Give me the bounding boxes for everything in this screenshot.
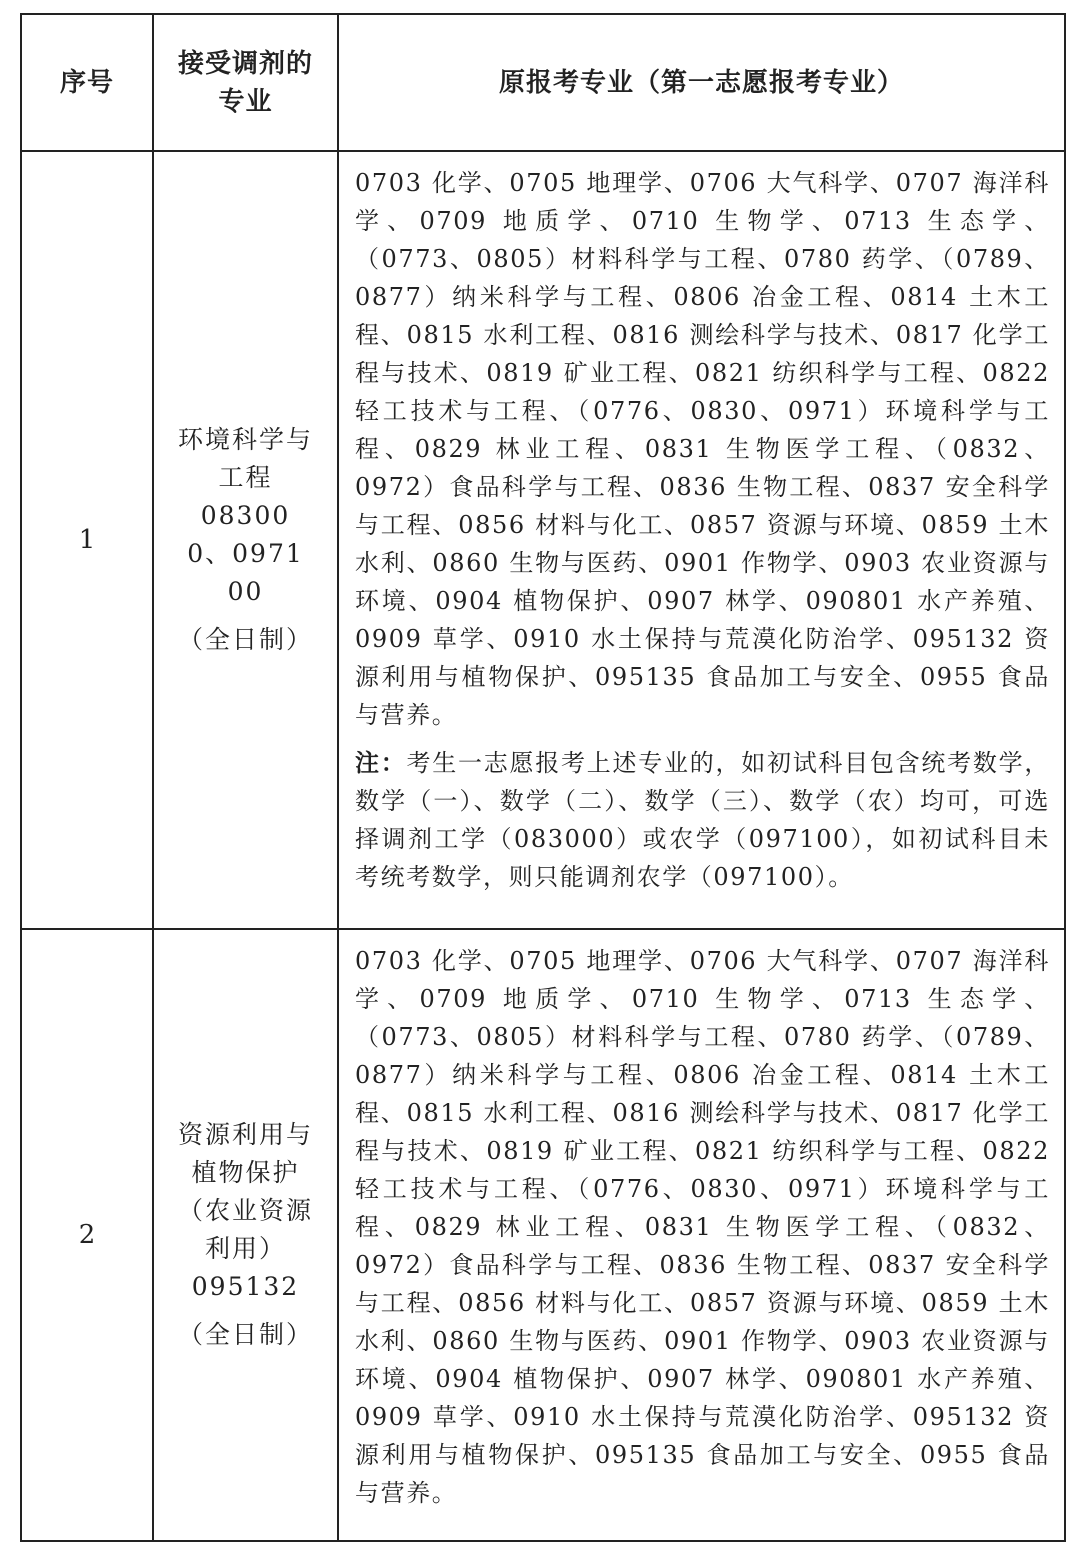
table-row xyxy=(21,151,1065,929)
table-row xyxy=(21,929,1065,1541)
header-serial-number: 序号 xyxy=(21,14,153,151)
note-text: 考生一志愿报考上述专业的，如初试科目包含统考数学，数学（一）、数学（二）、数学（三）、数学（农）均可，可选择调剂工学（083000）或农学（097100），如初试科目未考统考数学，则只能调剂农学（097100）。 xyxy=(355,749,1051,891)
original-major-list: 0703 化学、0705 地理学、0706 大气科学、0707 海洋科学、0709 地质学、0710 生物学、0713 生态学、（0773、0805）材料科学与工程、0780 药学、（0789、0877）纳米科学与工程、0806 冶金工程、0814 土木工程、0815 水利工程、0816 测绘科学与技术、0817 化学工程与技术、0819 矿业工程、0821 纺织科学与工程、0822 轻工技术与工程、（0776、0830、0971）环境科学与工程、0829 林业工程、0831 生物医学工程、（0832、0972）食品科学与工程、0836 生物工程、0837 安全科学与工程、0856 材料与化工、0857 资源与环境、0859 土木水利、0860 生物与医药、0901 作物学、0903 农业资源与环境、0904 植物保护、0907 林学、090801 水产养殖、0909 草学、0910 水土保持与荒漠化防治学、095132 资源利用与植物保护、095135 食品加工与安全、0955 食品与营养。 xyxy=(355,169,1050,729)
major-code: 095132 xyxy=(191,1272,300,1301)
accepted-major-cell xyxy=(153,151,338,929)
study-mode: （全日制） xyxy=(177,625,313,654)
study-mode: （全日制） xyxy=(177,1320,313,1349)
major-name: 资源利用与植物保护（农业资源利用） xyxy=(177,1120,313,1263)
header-accepted-major xyxy=(153,14,338,151)
original-major-cell xyxy=(338,929,1065,1541)
accepted-major-cell xyxy=(153,929,338,1541)
major-code: 083000、097100 xyxy=(187,501,304,606)
row-serial-number: 2 xyxy=(21,929,153,1541)
header-row xyxy=(21,14,1065,151)
original-major-list: 0703 化学、0705 地理学、0706 大气科学、0707 海洋科学、0709 地质学、0710 生物学、0713 生态学、（0773、0805）材料科学与工程、0780 药学、（0789、0877）纳米科学与工程、0806 冶金工程、0814 土木工程、0815 水利工程、0816 测绘科学与技术、0817 化学工程与技术、0819 矿业工程、0821 纺织科学与工程、0822 轻工技术与工程、（0776、0830、0971）环境科学与工程、0829 林业工程、0831 生物医学工程、（0832、0972）食品科学与工程、0836 生物工程、0837 安全科学与工程、0856 材料与化工、0857 资源与环境、0859 土木水利、0860 生物与医药、0901 作物学、0903 农业资源与环境、0904 植物保护、0907 林学、090801 水产养殖、0909 草学、0910 水土保持与荒漠化防治学、095132 资源利用与植物保护、095135 食品加工与安全、0955 食品与营养。 xyxy=(355,947,1050,1507)
original-major-cell xyxy=(338,151,1065,929)
adjustment-table xyxy=(20,13,1066,1542)
note-paragraph xyxy=(355,744,1050,896)
major-name: 环境科学与工程 xyxy=(177,425,313,492)
header-original-major: 原报考专业（第一志愿报考专业） xyxy=(338,14,1065,151)
row-serial-number: 1 xyxy=(21,151,153,929)
header-accepted-major-text: 接受调剂的专业 xyxy=(177,48,313,117)
note-label: 注： xyxy=(355,748,407,777)
